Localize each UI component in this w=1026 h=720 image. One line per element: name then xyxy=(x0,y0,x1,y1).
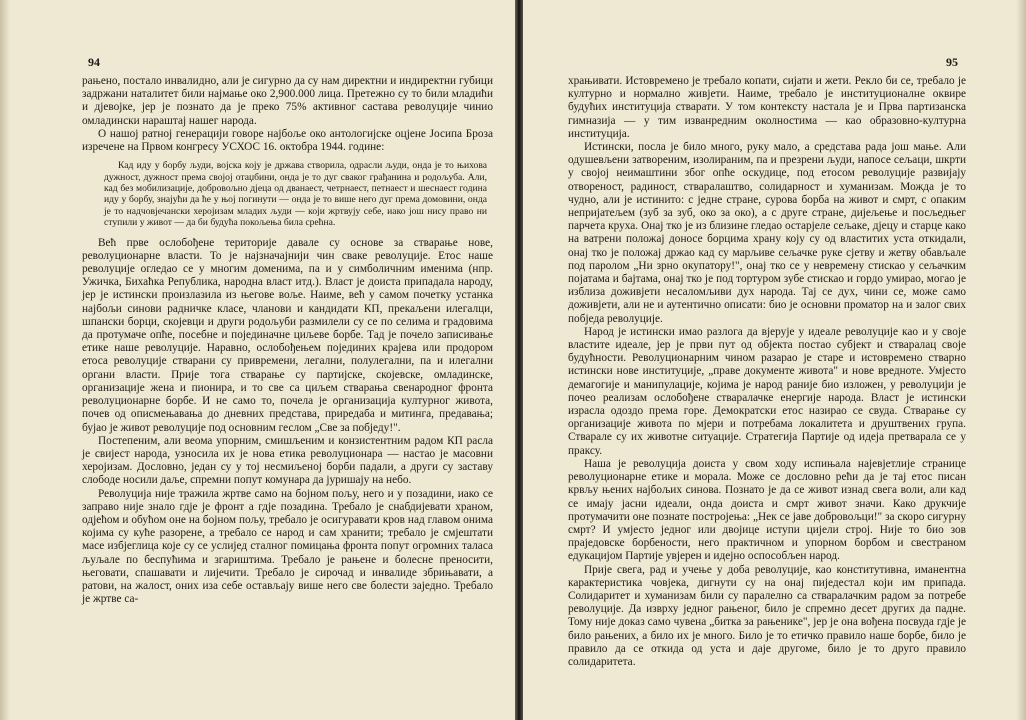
page-number: 94 xyxy=(88,55,100,69)
paragraph: Прије свега, рад и учење у доба револуције, као конститутивна, иманентна карактеристика човјека, дигнути су на онај пиједестал који им припада. Солидаритет и хуманизам били су паралелно са стваралачким радом за потребе револуције. Да изврху једног рањеног, било је спремно десет других да падне. Тому није доказ само чувена „битка за рањенике", јер је она вођена посвуда гдје је било рањених, а било их је много. Било је то етичко правило наше борбе, било је правило да се откида од уста и даје другоме, било је то друго правило солидаритета. xyxy=(568,563,966,668)
paragraph: Већ прве ослобођене територије давале су основе за стварање нове, револуционарне власти. То је најзначајнији чин сваке револуције. Етос наше револуције огледао се у многим доменима, па и у симболичним именима (нпр. Ужичка, Бихаћка Република, народна власт итд.). Власт је доиста припадала народу, јер је истински произлазила из његове воље. Наиме, већ у самом почетку устанка најбољи синови радничке класе, чланови и кандидати КП, прекаљени илегалци, шпански борци, скојевци и други родољуби размилели су се по селима и градовима да протумаче опће, посебне и појединачне циљеве борбе. Тад је почело записивање етике наше револуције. Наравно, ослобођењем појединих крајева или продором етоса револуције стварани су привремени, легални, полулегални, па и илегални органи власти. Прије тога стварање су партијске, скојевске, омладинске, организације жена и пионира, и то све са циљем стварања свенародног фронта револуционарне борбе. И не само то, почела је организација културног живота, почев од описмењавања до дневних представа, приредаба и митинга, предавања; бујао је живот револуције под основним геслом „Све за побједу!". xyxy=(82,236,493,434)
page-edge xyxy=(1016,0,1026,720)
book-gutter xyxy=(515,0,523,720)
page-number: 95 xyxy=(946,55,958,69)
paragraph: Постепеним, али веома упорним, смишљеним и конзистентним радом КП расла је свијест народа, узносила их је нова етика револуционара — настао је масовни херојизам. Дословно, један су у тој несмиљеној борби падали, а други су заставу слободе носили даље, спремни попут комунара да јуришају на небо. xyxy=(82,434,493,487)
paragraph: Наша је револуција доиста у свом ходу испињала најевјетлије странице револуционарне етике и морала. Може се дословно рећи да је тај етос писан крвљу њених најбољих синова. Познато је да се живот изнад свега воли, али кад се имају јасни идеали, онда доиста и смрт живот значи. Како друкчије протумачити оне познате постројења: „Нек се јаве добровољци!" за скоро сигурну смрт? И умјесто једног или двојице иступи цијели строј. Није то био зов праједовске борбености, него практичном и упорном борбом и свестраном едукацијом Партије увјерен и идејно оспособљен народ. xyxy=(568,457,966,563)
paragraph: рањено, постало инвалидно, али је сигурно да су нам директни и индиректни губици задржани наталитет били најмање око 2,900.000 лица. Претежно су то били младићи и дјевојке, јер је познато да је преко 75% активног састава револуције чинио омладински нараштај нашег народа. xyxy=(82,75,493,127)
page-edge xyxy=(0,0,10,720)
paragraph: Истински, посла је било много, руку мало, а средстава рада још мање. Али одушевљени затвореним, изолираним, па и презрени људи, напосе сељаци, шкрти у својој неимаштини због опће оскудице, под етосом револуције развијају отвореност, радиност, стваралаштво, солидарност и хуманизам. Можда је то чудно, али је истинито: с једне стране, сурова борба на живот и смрт, с опаким непријатељем (зуб за зуб, око за око), а с друге стране, дијељење и посљедњег парчета круха. Онај тко је из близине гледао остарјеле сељаке, дјецу и старце како на ватрени положај доносе борцима храну коју су од властитих уста откидали, онај тко је положај држао кад су марљиве сељачке руке сјетву и жетву обављале под паролом „Ни зрно окупатору!", онај тко се у невремену стискао у сељачким појатама и бајтама, онај тко је под тортуром зубе стискао и гордо умирао, могао је изблиза доживјети несаломљиви дух народа. Тај се дух, чини се, може само доживјети, али не и аутентично описати: био је основни проматор на и залог свих побједа револуције. xyxy=(568,141,966,325)
block-quote: Кад иду у борбу људи, војска коју је држава створила, одрасли људи, онда је то њихова дужност, дужност према својој отаџбини, онда је то дуг сваког грађанина и родољуба. Али, кад без мобилизације, добровољно дјеца од дванаест, четрнаест, петнаест и шеснаест година иду у борбу, знајући да ће у њој погинути — онда је то више него дуг према домовини, онда је то надчовјечански херојизам младих људи — који жртвују себе, иако још нису право ни ступили у живот — да би будућа покољења била срећна. xyxy=(104,160,487,229)
left-page-body xyxy=(82,75,493,606)
right-page-body xyxy=(568,75,966,669)
paragraph: Револуција није тражила жртве само на бојном пољу, него и у позадини, иако се заправо није знало гдје је фронт а гдје позадина. Требало је снабдијевати храном, одјећом и обућом оне на бојном пољу, требало је осигуравати кров над главом онима којима су куће разорене, а требало се народ и сам хранити; требало је смјештати масе избјеглица које су се услијед сталног помицања фронта попут огромних таласа љуљале по беспућима и згариштима. Требало је рањене и болесне преносити, његовати, спашавати и лијечити. Требало је сирочад и инвалиде збрињавати, а ратови, на жалост, оних иза себе остављају више него све болести заједно. Требало је жртве са- xyxy=(82,487,493,606)
right-page xyxy=(523,0,1026,720)
paragraph: О нашој ратној генерацији говоре најбоље око антологијске оцјене Јосипа Броза изречене на Првом конгресу УСХОС 16. октобра 1944. године: xyxy=(82,127,493,154)
paragraph: Народ је истински имао разлога да вјерује у идеале револуције као и у своје властите идеале, јер је први пут од објекта постао субјект и стваралац своје будућности. Револуционарним чином разарао је старе и истовремено стварно истински нове институције, „праве документе живота" и нове вредноте. Умјесто демагогије и манипулације, којима је народ раније био изложен, у револуцији је почео реализам ослобођене стваралачке енергије народа. Власт је истински израсла одоздо према горе. Демократски етос назирао се свуда. Стварање су организације живота по мјери и потребама локалитета и друштвених група. Стварале су их животне ситуације. Стратегија Партије од идеја претварала се у праксу. xyxy=(568,325,966,457)
paragraph: храњивати. Истовремено је требало копати, сијати и жети. Рекло би се, требало је културно и нормално живјети. Наиме, требало је институционалне оквире будућих институција стварати. У том контексту настала је и Прва партизанска гимназија — у тим изванредним околностима — као образовно-културна институција. xyxy=(568,75,966,140)
